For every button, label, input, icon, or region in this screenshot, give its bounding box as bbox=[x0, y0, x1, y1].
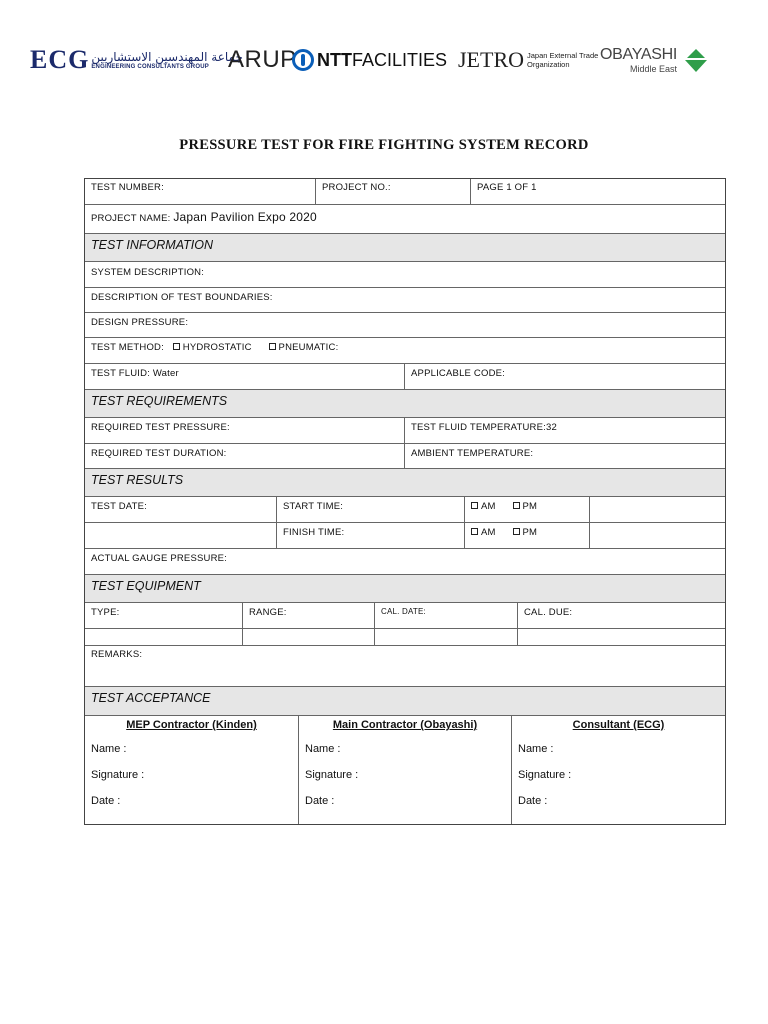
mep-contractor-column bbox=[85, 716, 299, 824]
section-test-acceptance bbox=[85, 687, 725, 716]
test-date-value-field[interactable] bbox=[85, 523, 277, 548]
section-title: TEST INFORMATION bbox=[85, 234, 725, 261]
gauge-pressure-field[interactable]: ACTUAL GAUGE PRESSURE: bbox=[91, 553, 228, 564]
section-test-equipment bbox=[85, 575, 725, 603]
main-signature-field[interactable]: Signature : bbox=[305, 769, 359, 781]
finish-extra-field[interactable] bbox=[590, 523, 725, 548]
equipment-range-input[interactable] bbox=[243, 629, 375, 645]
system-description-field[interactable]: SYSTEM DESCRIPTION: bbox=[91, 267, 205, 278]
ecg-arabic-text: جماعة المهندسين الاستشاريين bbox=[91, 50, 243, 64]
project-name-field[interactable] bbox=[85, 205, 725, 233]
ecg-subtitle: ENGINEERING CONSULTANTS GROUP bbox=[91, 64, 209, 70]
header-row bbox=[85, 179, 725, 205]
test-date-field[interactable]: TEST DATE: bbox=[85, 497, 277, 522]
design-pressure-field[interactable]: DESIGN PRESSURE: bbox=[91, 317, 189, 328]
hydrostatic-label: HYDROSTATIC bbox=[182, 342, 252, 353]
section-test-requirements bbox=[85, 390, 725, 418]
test-record-form bbox=[84, 178, 726, 825]
section-test-results bbox=[85, 469, 725, 497]
equipment-row bbox=[85, 629, 725, 646]
equipment-type-header: TYPE: bbox=[85, 603, 243, 628]
mep-contractor-title: MEP Contractor (Kinden) bbox=[126, 719, 257, 731]
required-duration-field[interactable]: REQUIRED TEST DURATION: bbox=[85, 444, 405, 468]
consultant-date-field[interactable]: Date : bbox=[518, 795, 548, 807]
project-name-row bbox=[85, 205, 725, 234]
ntt-facilities-logo bbox=[292, 40, 447, 80]
consultant-column bbox=[512, 716, 725, 824]
signature-row bbox=[85, 716, 725, 824]
test-number-field[interactable]: TEST NUMBER: bbox=[85, 179, 316, 204]
ntt-bold-text: NTT bbox=[317, 49, 352, 70]
ambient-temperature-field[interactable]: AMBIENT TEMPERATURE: bbox=[411, 448, 534, 459]
jetro-sub-1: Japan External Trade bbox=[527, 51, 599, 60]
consultant-signature-field[interactable]: Signature : bbox=[518, 769, 572, 781]
test-method-label: TEST METHOD: bbox=[91, 342, 164, 353]
pneumatic-label: PNEUMATIC: bbox=[278, 342, 339, 353]
section-title: TEST EQUIPMENT bbox=[85, 575, 725, 602]
equipment-type-input[interactable] bbox=[85, 629, 243, 645]
page-count: PAGE 1 OF 1 bbox=[477, 182, 537, 193]
jetro-logo bbox=[458, 40, 598, 80]
start-time-field[interactable]: START TIME: bbox=[277, 497, 465, 522]
logo-strip bbox=[30, 40, 740, 80]
main-contractor-title: Main Contractor (Obayashi) bbox=[332, 719, 478, 731]
start-extra-field[interactable] bbox=[590, 497, 725, 522]
ecg-logo bbox=[30, 40, 243, 80]
finish-ampm bbox=[465, 523, 590, 548]
arup-logo: ARUP bbox=[228, 46, 297, 73]
obayashi-sub: Middle East bbox=[630, 64, 678, 74]
equipment-cal-date-input[interactable] bbox=[375, 629, 518, 645]
equipment-range-header: RANGE: bbox=[243, 603, 375, 628]
section-title: TEST RESULTS bbox=[85, 469, 725, 496]
required-pressure-field[interactable]: REQUIRED TEST PRESSURE: bbox=[85, 418, 405, 443]
main-contractor-column bbox=[299, 716, 512, 824]
finish-pm-checkbox[interactable] bbox=[513, 528, 520, 535]
applicable-code-field[interactable]: APPLICABLE CODE: bbox=[411, 368, 506, 379]
finish-am-label: AM bbox=[481, 527, 496, 538]
ntt-facilities-text: FACILITIES bbox=[352, 49, 448, 70]
mep-date-field[interactable]: Date : bbox=[91, 795, 121, 807]
mep-name-field[interactable]: Name : bbox=[91, 743, 127, 755]
equipment-cal-due-input[interactable] bbox=[518, 629, 725, 645]
main-date-field[interactable]: Date : bbox=[305, 795, 335, 807]
section-title: TEST REQUIREMENTS bbox=[85, 390, 725, 417]
section-test-information bbox=[85, 234, 725, 262]
consultant-name-field[interactable]: Name : bbox=[518, 743, 554, 755]
hydrostatic-checkbox[interactable] bbox=[173, 343, 180, 350]
obayashi-logo bbox=[600, 40, 709, 80]
start-pm-checkbox[interactable] bbox=[513, 502, 520, 509]
jetro-sub-2: Organization bbox=[527, 60, 570, 69]
fluid-temperature-field[interactable]: TEST FLUID TEMPERATURE:32 bbox=[411, 422, 557, 433]
ecg-letters: ECG bbox=[30, 45, 90, 74]
finish-am-checkbox[interactable] bbox=[471, 528, 478, 535]
equipment-cal-date-header: CAL. DATE: bbox=[375, 603, 518, 628]
consultant-title: Consultant (ECG) bbox=[572, 719, 665, 731]
jetro-text: JETRO bbox=[458, 47, 524, 72]
start-am-checkbox[interactable] bbox=[471, 502, 478, 509]
start-am-label: AM bbox=[481, 501, 496, 512]
project-name-label: PROJECT NAME: bbox=[91, 213, 171, 224]
obayashi-text: OBAYASHI bbox=[600, 46, 678, 63]
equipment-cal-due-header: CAL. DUE: bbox=[524, 607, 573, 618]
start-pm-label: PM bbox=[522, 501, 538, 512]
ntt-circle-icon bbox=[292, 49, 314, 71]
project-name-value: Japan Pavilion Expo 2020 bbox=[173, 210, 317, 224]
test-method-field bbox=[85, 338, 725, 363]
pneumatic-checkbox[interactable] bbox=[269, 343, 276, 350]
remarks-field[interactable]: REMARKS: bbox=[91, 649, 143, 660]
section-title: TEST ACCEPTANCE bbox=[85, 687, 725, 715]
test-fluid-field[interactable]: TEST FLUID: Water bbox=[85, 364, 405, 389]
obayashi-triangle-icon bbox=[683, 47, 709, 73]
page-title: PRESSURE TEST FOR FIRE FIGHTING SYSTEM RECORD bbox=[179, 137, 589, 153]
finish-pm-label: PM bbox=[522, 527, 538, 538]
test-boundaries-field[interactable]: DESCRIPTION OF TEST BOUNDARIES: bbox=[91, 292, 273, 303]
start-ampm bbox=[465, 497, 590, 522]
project-no-field[interactable]: PROJECT NO.: bbox=[316, 179, 471, 204]
main-name-field[interactable]: Name : bbox=[305, 743, 341, 755]
finish-time-field[interactable]: FINISH TIME: bbox=[277, 523, 465, 548]
mep-signature-field[interactable]: Signature : bbox=[91, 769, 145, 781]
